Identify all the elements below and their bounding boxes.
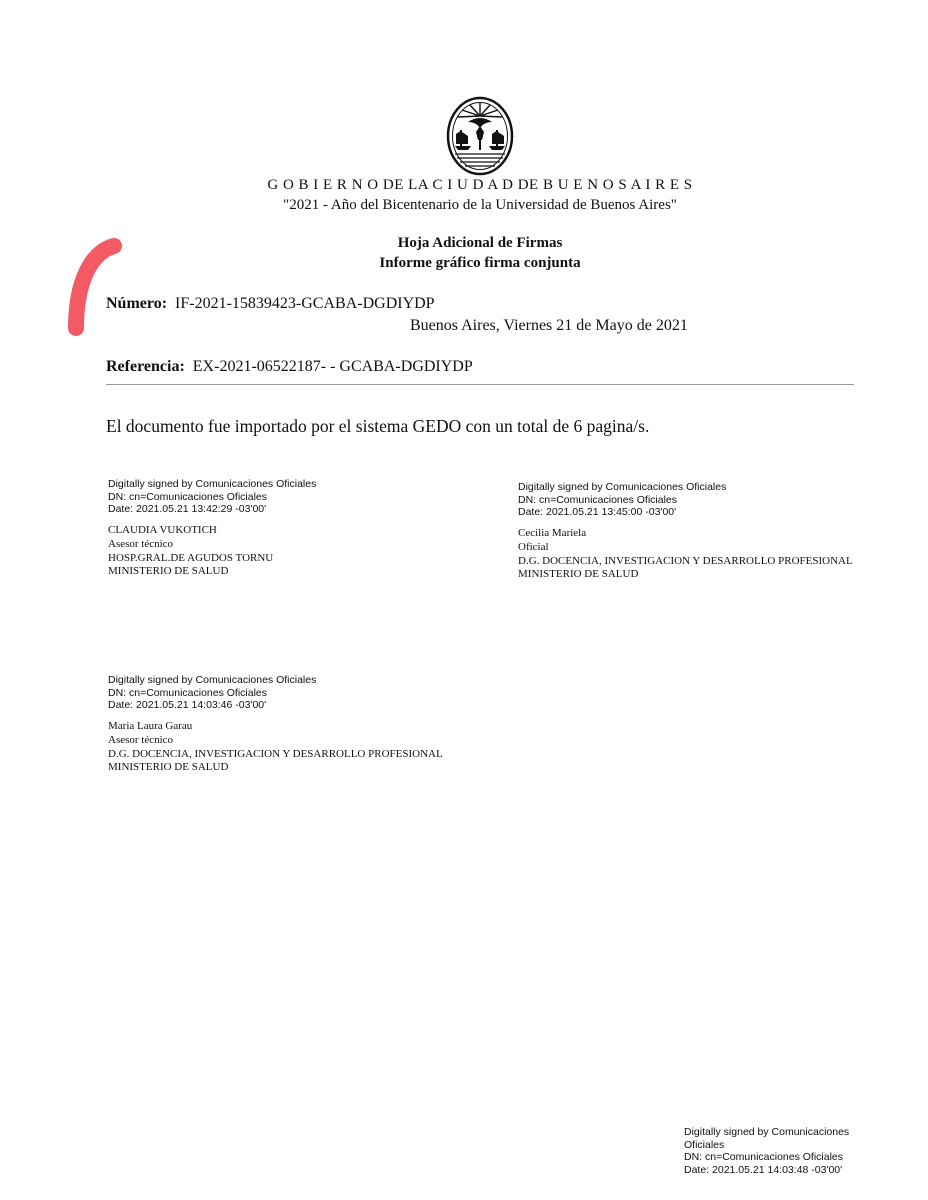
signature-block [108,478,316,579]
signed-by: Digitally signed by Comunicaciones Oficiales [108,478,317,490]
buenos-aires-seal-icon [446,96,514,176]
signer-ministry: MINISTERIO DE SALUD [518,568,639,580]
signature-date: Date: 2021.05.21 14:03:48 -03'00' [684,1163,843,1176]
signed-by: Digitally signed by Comunicaciones Oficiales [684,1126,850,1151]
numero-value: IF-2021-15839423-GCABA-DGDIYDP [175,295,435,312]
signed-by: Digitally signed by Comunicaciones Oficiales [518,481,727,493]
separator-line [106,384,854,385]
signer-office: HOSP.GRAL.DE AGUDOS TORNU [108,551,274,564]
signature-dn: DN: cn=Comunicaciones Oficiales [108,686,268,699]
document-number [106,295,435,313]
government-header: G O B I E R N O DE LA C I U D A D DE B U E N O S A I R E S [267,177,693,193]
numero-label: Número: [106,295,168,312]
signer-name: CLAUDIA VUKOTICH [108,523,217,536]
signature-block [518,481,853,582]
signature-date: Date: 2021.05.21 14:03:46 -03'00' [108,699,267,711]
signature-block [108,674,443,775]
document-date: Buenos Aires, Viernes 21 de Mayo de 2021 [410,317,688,334]
referencia-label: Referencia: [106,358,185,375]
signer-role: Oficial [518,541,549,553]
signature-dn: DN: cn=Comunicaciones Oficiales [108,490,268,503]
red-highlight-mark [62,230,132,345]
document-title: Hoja Adicional de Firmas [397,235,563,251]
signature-stamp [684,1126,884,1176]
signer-office: D.G. DOCENCIA, INVESTIGACION Y DESARROLLO PROFESIONAL [518,554,853,567]
signer-role: Asesor técnico [108,734,174,746]
signer-role: Asesor técnico [108,538,174,550]
year-motto: "2021 - Año del Bicentenario de la Universidad de Buenos Aires" [283,197,677,213]
signer-name: Cecilia Mariela [518,526,587,539]
signer-ministry: MINISTERIO DE SALUD [108,565,229,577]
signer-name: Maria Laura Garau [108,719,193,732]
signed-by: Digitally signed by Comunicaciones Oficiales [108,674,317,686]
signature-dn: DN: cn=Comunicaciones Oficiales [684,1151,844,1163]
document-reference [106,358,473,376]
signer-office: D.G. DOCENCIA, INVESTIGACION Y DESARROLLO PROFESIONAL [108,747,443,760]
signer-ministry: MINISTERIO DE SALUD [108,761,229,773]
document-subtitle: Informe gráfico firma conjunta [379,255,581,271]
signature-date: Date: 2021.05.21 13:42:29 -03'00' [108,503,267,515]
referencia-value: EX-2021-06522187- - GCABA-DGDIYDP [192,358,473,375]
document-body: El documento fue importado por el sistema GEDO con un total de 6 pagina/s. [106,416,650,436]
signature-dn: DN: cn=Comunicaciones Oficiales [518,493,678,506]
signature-date: Date: 2021.05.21 13:45:00 -03'00' [518,506,677,518]
